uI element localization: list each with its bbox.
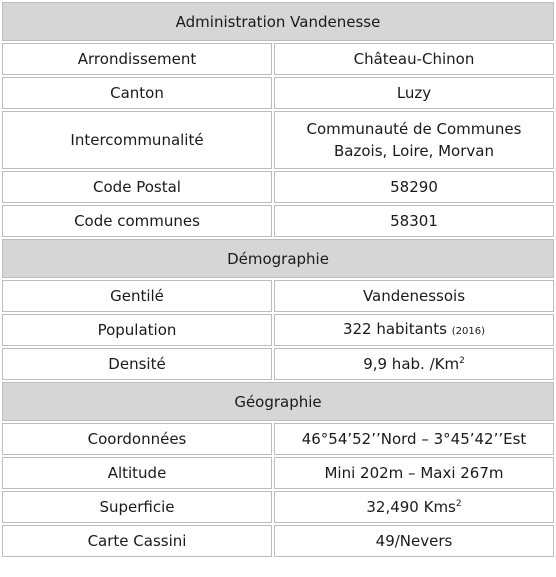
value-code-communes: 58301 xyxy=(274,205,554,237)
label-code-postal: Code Postal xyxy=(2,171,272,203)
value-population-year-note: (2016) xyxy=(451,325,486,337)
section-row-demographie xyxy=(2,239,554,278)
value-superficie xyxy=(274,491,554,523)
table-row-altitude xyxy=(2,457,554,489)
value-intercommunalite xyxy=(274,111,554,169)
label-altitude: Altitude xyxy=(2,457,272,489)
value-densite xyxy=(274,348,554,380)
table-row-intercommunalite xyxy=(2,111,554,169)
section-row-geographie xyxy=(2,382,554,421)
value-altitude: Mini 202m – Maxi 267m xyxy=(274,457,554,489)
label-densite: Densité xyxy=(2,348,272,380)
table-row-superficie xyxy=(2,491,554,523)
value-densite-superscript: 2 xyxy=(459,356,465,366)
table-row-arrondissement xyxy=(2,43,554,75)
table-row-gentile xyxy=(2,280,554,312)
table-row-coordonnees xyxy=(2,423,554,455)
value-arrondissement: Château-Chinon xyxy=(274,43,554,75)
section-row-administration xyxy=(2,2,554,41)
table-row-population xyxy=(2,314,554,346)
label-code-communes: Code communes xyxy=(2,205,272,237)
table-row-code-communes xyxy=(2,205,554,237)
value-densite-text: 9,9 hab. /Km xyxy=(363,355,460,373)
value-coordonnees: 46°54’52’’Nord – 3°45’42’’Est xyxy=(274,423,554,455)
table-row-densite xyxy=(2,348,554,380)
label-gentile: Gentilé xyxy=(2,280,272,312)
value-gentile: Vandenessois xyxy=(274,280,554,312)
label-intercommunalite: Intercommunalité xyxy=(2,111,272,169)
value-population xyxy=(274,314,554,346)
value-intercommunalite-line1: Communauté de Communes xyxy=(306,120,522,138)
value-population-count: 322 habitants xyxy=(342,319,447,338)
label-population: Population xyxy=(2,314,272,346)
value-superficie-text: 32,490 Kms xyxy=(366,498,456,516)
section-header-administration: Administration Vandenesse xyxy=(2,2,554,41)
value-intercommunalite-line2: Bazois, Loire, Morvan xyxy=(334,142,494,160)
table-row-code-postal xyxy=(2,171,554,203)
table-row-canton xyxy=(2,77,554,109)
value-code-postal: 58290 xyxy=(274,171,554,203)
label-coordonnees: Coordonnées xyxy=(2,423,272,455)
table-row-carte-cassini xyxy=(2,525,554,557)
label-canton: Canton xyxy=(2,77,272,109)
label-arrondissement: Arrondissement xyxy=(2,43,272,75)
label-carte-cassini: Carte Cassini xyxy=(2,525,272,557)
section-header-geographie: Géographie xyxy=(2,382,554,421)
label-superficie: Superficie xyxy=(2,491,272,523)
value-superficie-superscript: 2 xyxy=(455,499,462,509)
value-carte-cassini: 49/Nevers xyxy=(274,525,554,557)
value-canton: Luzy xyxy=(274,77,554,109)
section-header-demographie: Démographie xyxy=(2,239,554,278)
